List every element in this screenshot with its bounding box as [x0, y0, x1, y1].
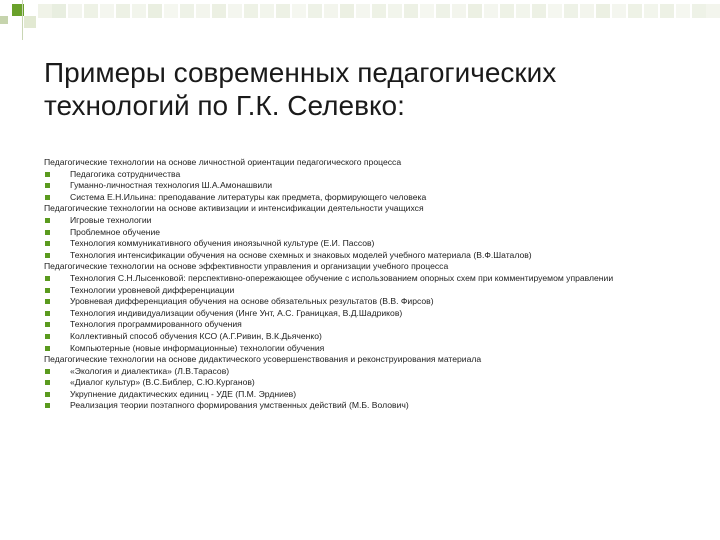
- list-item: [44, 192, 704, 204]
- list-item-text: Реализация теории поэтапного формирования умственных действий (М.Б. Волович): [70, 400, 409, 411]
- bullet-square-icon: [45, 403, 50, 408]
- list-item-text: Укрупнение дидактических единиц - УДЕ (П.М. Эрдниев): [70, 388, 297, 399]
- section-heading: Педагогические технологии на основе личностной ориентации педагогического процесса: [44, 157, 402, 167]
- list-item-text: «Экология и диалектика» (Л.В.Тарасов): [70, 365, 230, 376]
- list-item: [44, 180, 704, 192]
- list-item: [44, 366, 704, 378]
- list-item: [44, 238, 704, 250]
- bullet-square-icon: [45, 369, 50, 374]
- list-item-text: Компьютерные (новые информационные) технологии обучения: [70, 342, 325, 353]
- list-item: [44, 331, 704, 343]
- list-item: [44, 389, 704, 401]
- bullet-square-icon: [45, 380, 50, 385]
- list-item: [44, 285, 704, 297]
- list-item: [44, 296, 704, 308]
- list-item-text: Система Е.Н.Ильина: преподавание литературы как предмета, формирующего человека: [70, 191, 427, 202]
- list-item: [44, 377, 704, 389]
- list-item-text: «Диалог культур» (В.С.Библер, С.Ю.Курганов): [70, 377, 255, 388]
- list-item: [44, 400, 704, 412]
- bullet-square-icon: [45, 276, 50, 281]
- list-item-text: Технология С.Н.Лысенковой: перспективно-опережающее обучение с использованием опорных схем при комментируемом управлении: [70, 272, 614, 283]
- list-item-text: Технология интенсификации обучения на основе схемных и знаковых моделей учебного материала (В.Ф.Шаталов): [70, 249, 532, 260]
- list-item: [44, 227, 704, 239]
- list-item-text: Технологии уровневой дифференциации: [70, 284, 235, 295]
- list-item: [44, 343, 704, 355]
- list-item-text: Игровые технологии: [70, 214, 152, 225]
- bullet-square-icon: [45, 195, 50, 200]
- list-item-text: Педагогика сотрудничества: [70, 168, 181, 179]
- bullet-square-icon: [45, 183, 50, 188]
- list-item-text: Технология коммуникативного обучения иноязычной культуре (Е.И. Пассов): [70, 238, 375, 249]
- bullet-square-icon: [45, 299, 50, 304]
- bullet-square-icon: [45, 288, 50, 293]
- bullet-square-icon: [45, 334, 50, 339]
- list-item-text: Проблемное обучение: [70, 226, 161, 237]
- bullet-square-icon: [45, 241, 50, 246]
- bullet-square-icon: [45, 218, 50, 223]
- slide-title: Примеры современных педагогических технологий по Г.К. Селевко:: [44, 57, 557, 121]
- section-heading: Педагогические технологии на основе дидактического усовершенствования и реконструирования материала: [44, 354, 482, 365]
- list-item-text: Уровневая дифференциация обучения на основе обязательных результатов (В.В. Фирсов): [70, 296, 434, 307]
- list-item: [44, 169, 704, 181]
- section-heading: Педагогические технологии на основе активизации и интенсификации деятельности учащихся: [44, 203, 424, 214]
- bullet-square-icon: [45, 311, 50, 316]
- bullet-square-icon: [45, 346, 50, 351]
- bullet-square-icon: [45, 253, 50, 258]
- list-item-text: Коллективный способ обучения КСО (А.Г.Ривин, В.К.Дьяченко): [70, 330, 322, 341]
- list-item: [44, 308, 704, 320]
- bullet-square-icon: [45, 172, 50, 177]
- decorative-vertical-line: [22, 0, 23, 40]
- decorative-header-squares: [0, 0, 720, 40]
- bullet-square-icon: [45, 230, 50, 235]
- list-item: [44, 215, 704, 227]
- list-item: [44, 250, 704, 262]
- bullet-square-icon: [45, 322, 50, 327]
- list-item: [44, 319, 704, 331]
- list-item: [44, 273, 704, 285]
- list-item-text: Технология индивидуализации обучения (Инге Унт, А.С. Границкая, В.Д.Шадриков): [70, 307, 403, 318]
- section-heading: Педагогические технологии на основе эффективности управления и организации учебного процесса: [44, 261, 449, 272]
- slide-body: [44, 157, 704, 412]
- bullet-square-icon: [45, 392, 50, 397]
- list-item-text: Технология программированного обучения: [70, 319, 242, 330]
- list-item-text: Гуманно-личностная технология Ш.А.Амонашвили: [70, 180, 273, 191]
